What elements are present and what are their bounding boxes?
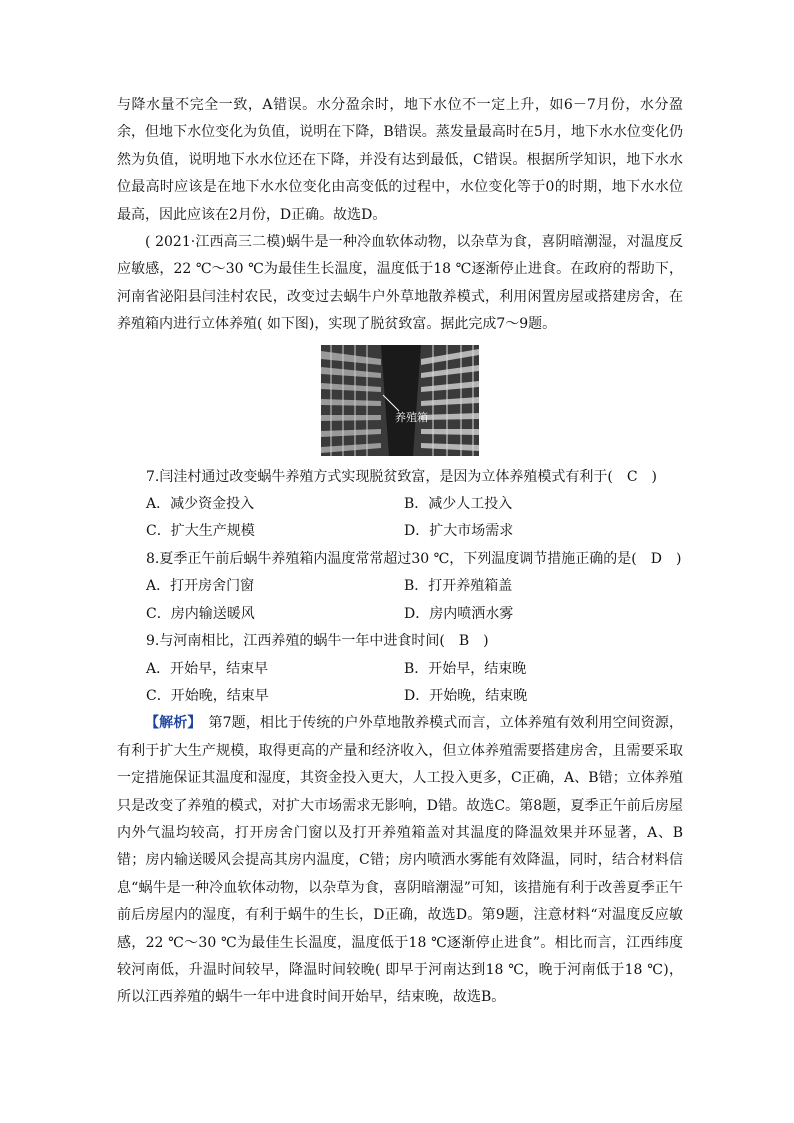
option-d: D．扩大市场需求 (404, 523, 514, 540)
option-b: B．打开养殖箱盖 (404, 578, 513, 595)
question-8-options (117, 573, 683, 628)
snail-breeding-photo (321, 345, 479, 456)
option-b: B．开始早，结束晚 (404, 660, 527, 677)
figure-label: 养殖箱 (395, 410, 428, 424)
analysis-text: 第7题，相比于传统的户外草地散养模式而言，立体养殖有效利用空间资源，有利于扩大生产规模，取得更高的产量和经济收入，但立体养殖需要搭建房舍，且需要采取一定措施保证其温度和湿度，其资金投入更大，人工投入更多，C正确，A、B错；立体养殖只是改变了养殖的模式，对扩大市场需求无影响，D错。故选C。第8题，夏季正午前后房屋内外气温均较高，打开房舍门窗以及打开养殖箱盖对其温度的降温效果并环显著，A、B错；房内输送暖风会提高其房内温度，C错；房内喷洒水雾能有效降温，同时，结合材料信息“蜗牛是一种冷血软体动物，以杂草为食，喜阴暗潮湿”可知，该措施有利于改善夏季正午前后房屋内的湿度，有利于蜗牛的生长，D正确，故选D。第9题，注意材料“对温度反应敏感，22 ℃～30 ℃为最佳生长温度，温度低于18 ℃逐渐停止进食”。相比而言，江西纬度较河南低，升温时间较早，降温时间较晚( 即早于河南达到18 ℃，晚于河南低于18 ℃)，所以江西养殖的蜗牛一年中进食时间开始早，结束晚，故选B。 (117, 715, 684, 1006)
question-8-stem: 8.夏季正午前后蜗牛养殖箱内温度常常超过30 ℃，下列温度调节措施正确的是( D ) (146, 550, 682, 567)
option-d: D．房内喷洒水雾 (404, 605, 514, 622)
option-a: A．打开房舍门窗 (146, 578, 255, 595)
question-9-options (117, 656, 683, 711)
breeding-boxes-image (321, 345, 479, 456)
analysis-paragraph (117, 710, 683, 1011)
question-7-stem: 7.闫洼村通过改变蜗牛养殖方式实现脱贫致富，是因为立体养殖模式有利于( C ) (146, 468, 657, 485)
option-c: C．扩大生产规模 (146, 523, 255, 540)
question-7-options (117, 491, 683, 546)
analysis-tag: 【解析】 (145, 715, 195, 732)
material-paragraph: ( 2021·江西高三二模)蜗牛是一种冷血软体动物，以杂草为食，喜阴暗潮湿，对温度反应敏感，22 ℃～30 ℃为最佳生长温度，温度低于18 ℃逐渐停止进食。在政府的帮助下，河南省泌阳县闫洼村农民，改变过去蜗牛户外草地散养模式，利用闲置房屋或搭建房舍，在养殖箱内进行立体养殖( 如下图)，实现了脱贫致富。据此完成7～9题。 (117, 234, 683, 333)
document-page (117, 92, 683, 1012)
option-a: A．开始早，结束早 (146, 660, 269, 677)
option-b: B．减少人工投入 (404, 496, 513, 513)
option-a: A．减少资金投入 (146, 496, 255, 513)
question-9-stem: 9.与河南相比，江西养殖的蜗牛一年中进食时间( B ) (146, 633, 489, 650)
option-c: C．房内输送暖风 (146, 605, 255, 622)
option-c: C．开始晚，结束早 (146, 687, 269, 704)
intro-paragraph: 与降水量不完全一致，A错误。水分盈余时，地下水位不一定上升，如6－7月份，水分盈余，但地下水位变化为负值，说明在下降，B错误。蒸发量最高时在5月，地下水水位变化仍然为负值，说明地下水水位还在下降，并没有达到最低，C错误。根据所学知识，地下水水位最高时应该是在地下水水位变化由高变低的过程中，水位变化等于0的时期，地下水水位最高，因此应该在2月份，D正确。故选D。 (117, 97, 683, 223)
option-d: D．开始晚，结束晚 (404, 687, 528, 704)
